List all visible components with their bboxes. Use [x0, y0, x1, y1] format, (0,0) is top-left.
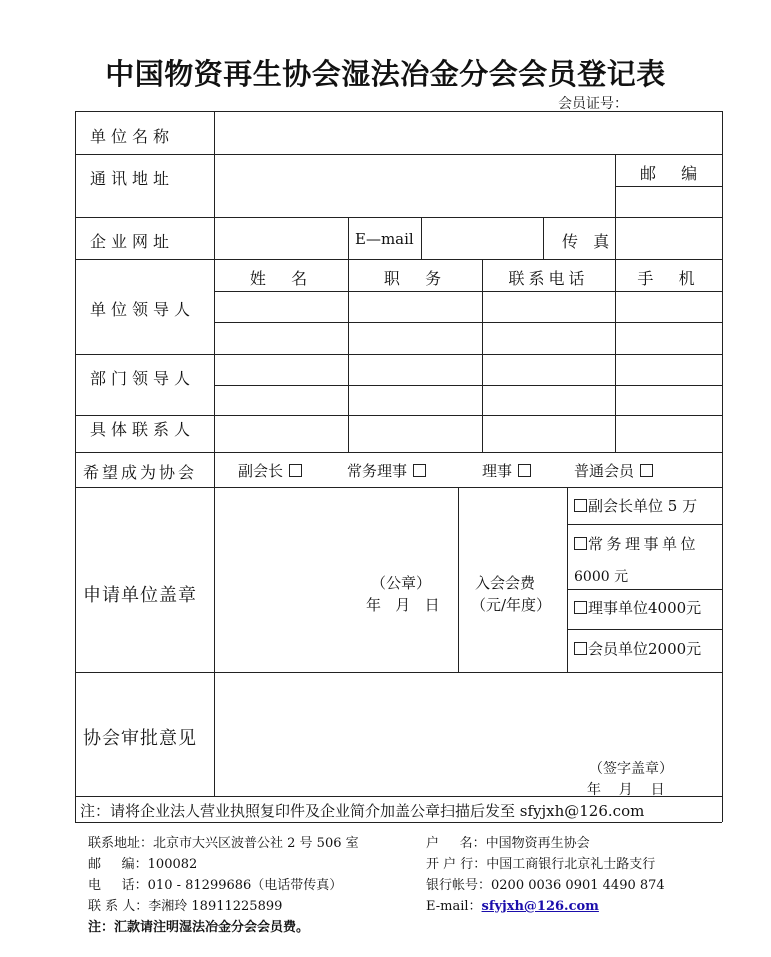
header-name: 姓 名 [249, 269, 313, 288]
footer-contact: 联 系 人：李湘玲 18911225899 [88, 899, 283, 914]
fee-option-director[interactable]: 理事单位4000元 [574, 597, 701, 618]
note-text: 注：请将企业法人营业执照复印件及企业简介加盖公章扫描后发至 sfyjxh@126.com [80, 802, 645, 820]
footer-phone: 电 话：010 - 81299686（电话带传真） [88, 878, 343, 893]
checkbox-icon[interactable] [289, 464, 302, 477]
seal-text: （公章） [371, 574, 432, 592]
role-executive-director[interactable]: 常务理事 [347, 460, 426, 481]
footer-address: 联系地址：北京市大兴区波普公社 2 号 506 室 [88, 836, 359, 851]
checkbox-icon[interactable] [413, 464, 426, 477]
approval-sign: （签字盖章） [589, 761, 673, 777]
page-title: 中国物资再生协会湿法冶金分会会员登记表 [105, 57, 666, 91]
contact-person-label: 具体联系人 [90, 420, 196, 439]
member-cert-no-label: 会员证号： [558, 96, 628, 112]
fee-option-executive-amount: 6000 元 [574, 569, 629, 585]
checkbox-icon[interactable] [574, 642, 587, 655]
role-vice-president[interactable]: 副会长 [238, 460, 302, 481]
wish-label: 希望成为协会 [83, 463, 198, 482]
seal-label: 申请单位盖章 [83, 585, 197, 606]
footer-account-no: 银行帐号：0200 0036 0901 4490 874 [426, 878, 665, 893]
fee-option-member[interactable]: 会员单位2000元 [574, 638, 701, 659]
checkbox-icon[interactable] [518, 464, 531, 477]
footer-bank: 开 户 行：中国工商银行北京礼士路支行 [426, 857, 656, 872]
unit-name-label: 单位名称 [90, 127, 175, 146]
fee-option-executive-director[interactable]: 常务理事单位 [574, 533, 699, 554]
checkbox-icon[interactable] [574, 601, 587, 614]
header-phone: 联系电话 [508, 269, 589, 288]
fee-unit: （元/年度） [471, 596, 552, 614]
footer-postcode: 邮 编：100082 [88, 857, 198, 872]
seal-date: 年 月 日 [366, 596, 440, 614]
unit-leader-label: 单位领导人 [90, 300, 196, 319]
role-member[interactable]: 普通会员 [574, 460, 653, 481]
checkbox-icon[interactable] [574, 499, 587, 512]
approval-date: 年 月 日 [587, 782, 665, 798]
address-label: 通讯地址 [90, 169, 175, 188]
header-mobile: 手 机 [637, 269, 700, 288]
website-label: 企业网址 [90, 232, 175, 251]
approval-label: 协会审批意见 [83, 728, 197, 749]
checkbox-icon[interactable] [574, 537, 587, 550]
header-position: 职 务 [383, 269, 447, 288]
footer-email: E-mail：sfyjxh@126.com [426, 899, 599, 914]
email-label: E—mail [355, 230, 414, 248]
fee-label: 入会会费 [475, 574, 536, 592]
footer-remit-note: 注：汇款请注明湿法冶金分会会员费。 [88, 920, 310, 935]
postcode-label: 邮 编 [640, 164, 703, 183]
dept-leader-label: 部门领导人 [90, 369, 196, 388]
footer-account-name: 户 名：中国物资再生协会 [426, 836, 590, 851]
fax-label: 传 真 [562, 232, 615, 251]
checkbox-icon[interactable] [640, 464, 653, 477]
role-director[interactable]: 理事 [482, 460, 531, 481]
fee-option-vice-president[interactable]: 副会长单位 5 万 [574, 495, 697, 516]
footer-email-link[interactable]: sfyjxh@126.com [481, 899, 599, 914]
